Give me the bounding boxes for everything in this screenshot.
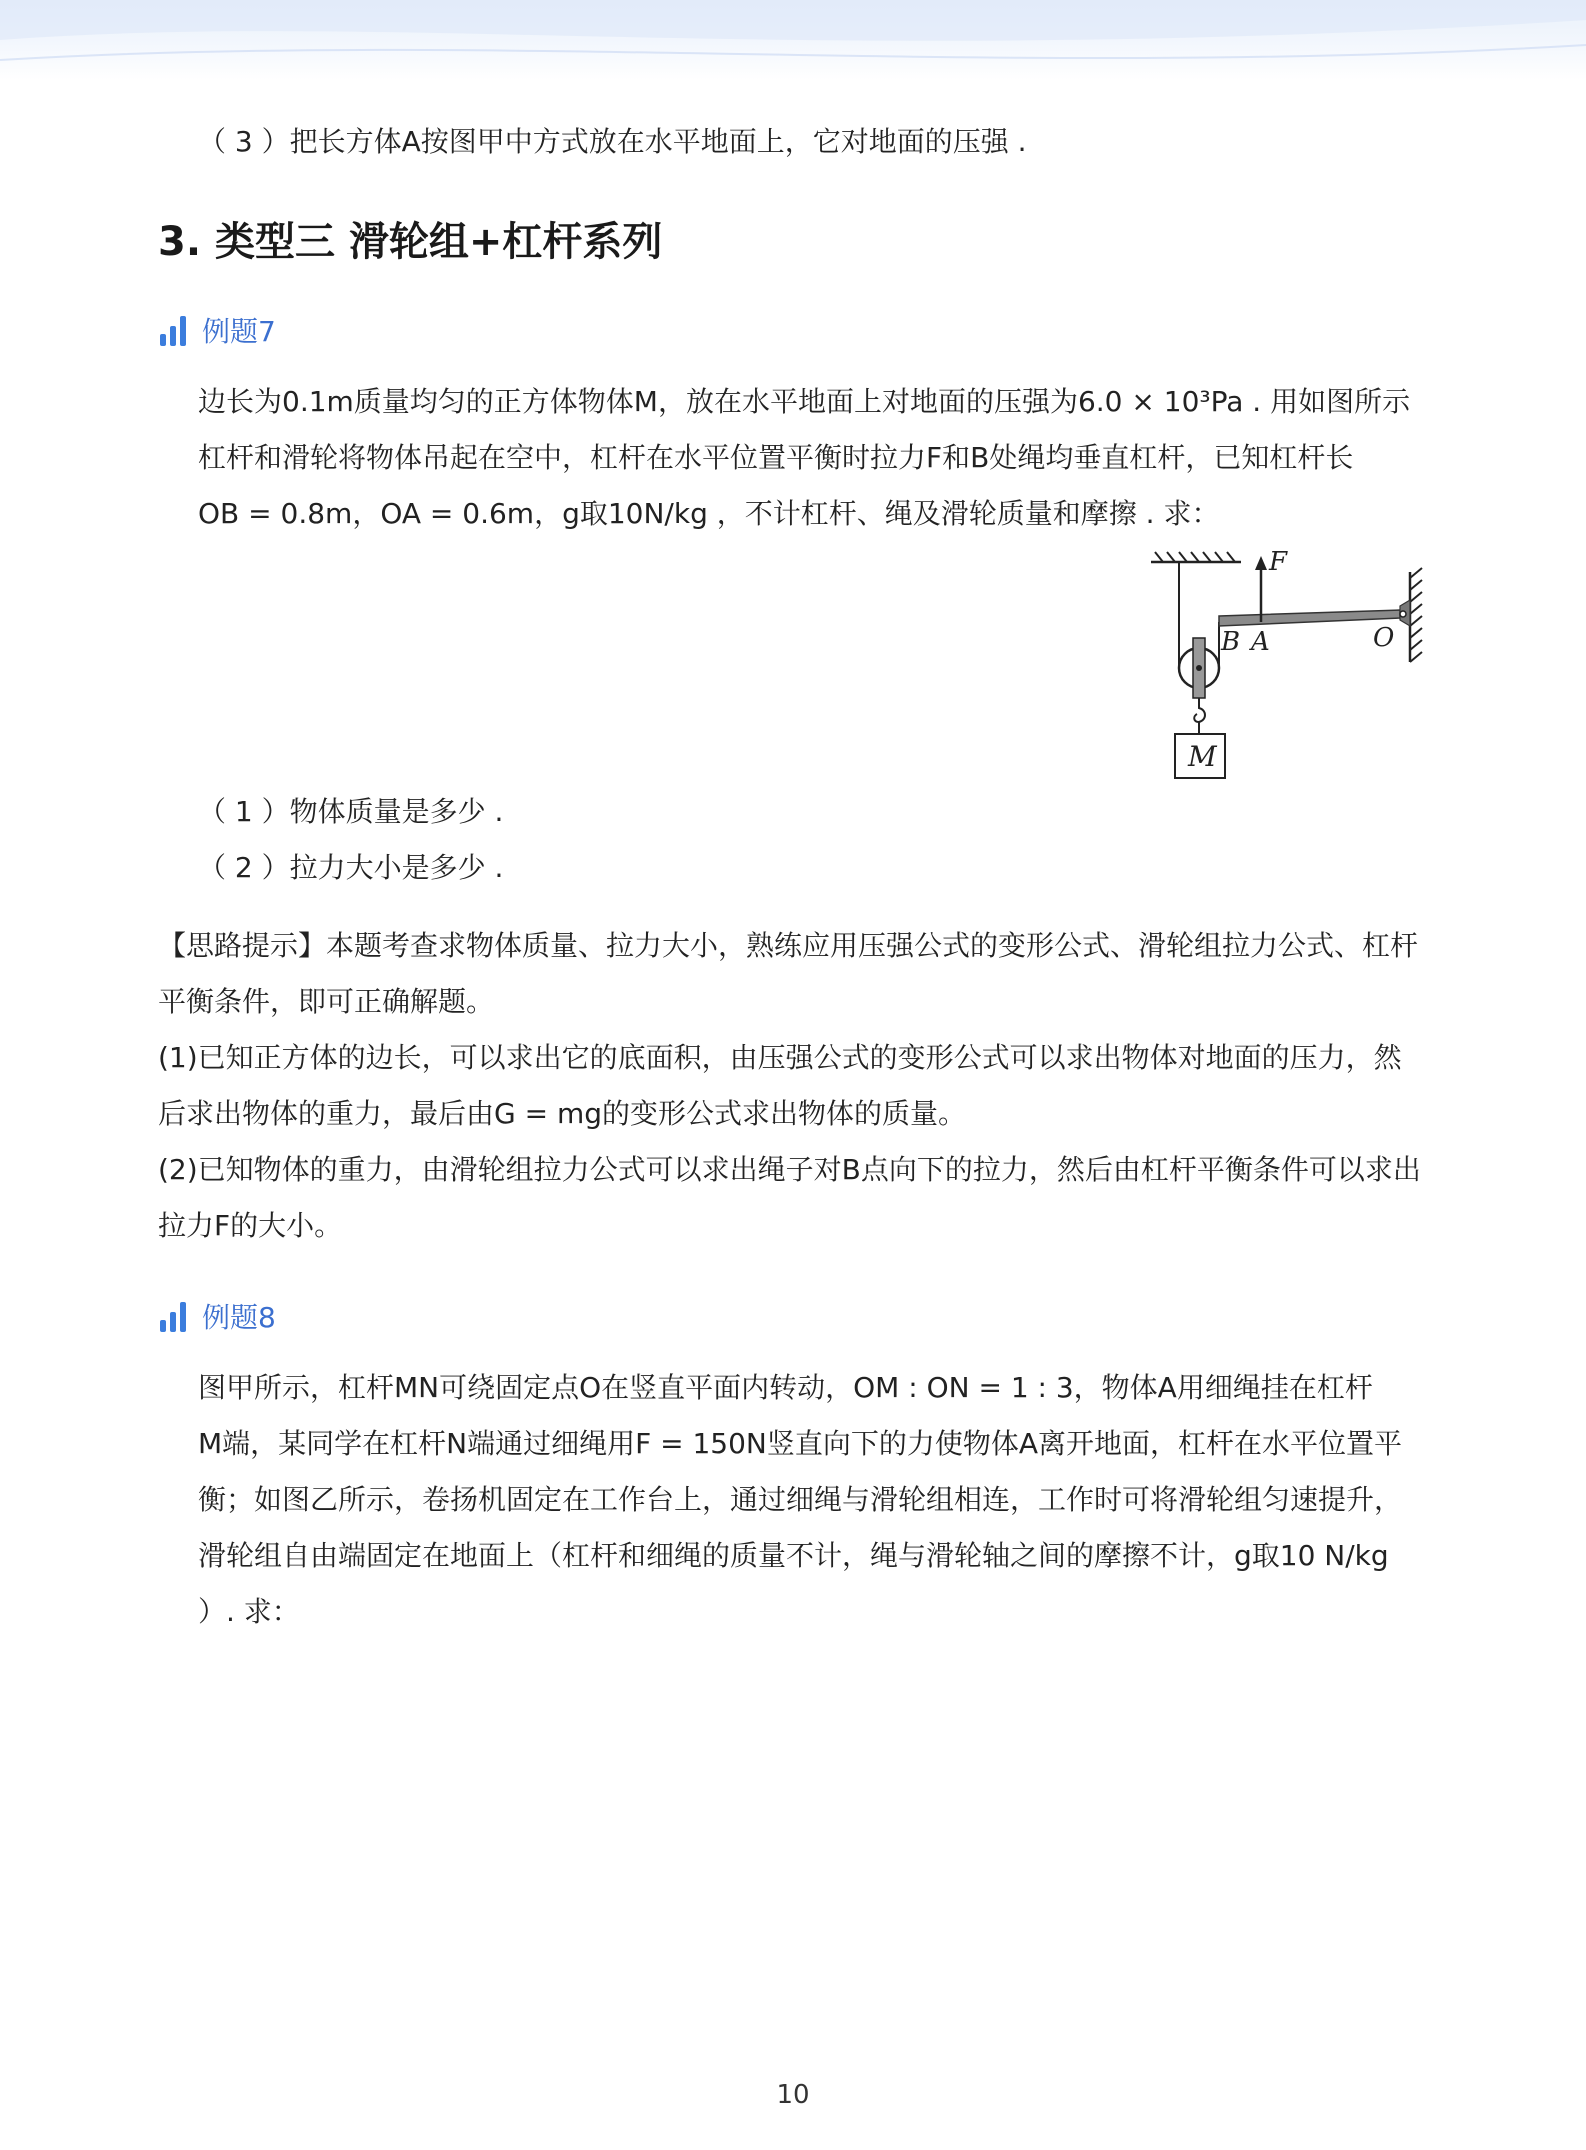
example8-line3: 衡；如图乙所示，卷扬机固定在工作台上，通过细绳与滑轮组相连，工作时可将滑轮组匀速提升， (198, 1483, 1403, 1516)
hint-line6: 拉力F的大小。 (158, 1209, 343, 1242)
label-A: A (1251, 627, 1270, 657)
example7-header (160, 310, 276, 350)
lever-pulley-figure (1145, 538, 1435, 792)
example8-header (160, 1296, 276, 1336)
hint-line2: 平衡条件，即可正确解题。 (158, 985, 495, 1018)
header-band (0, 0, 1586, 80)
example7-line2: 杠杆和滑轮将物体吊起在空中，杠杆在水平位置平衡时拉力F和B处绳均垂直杠杆，已知杠杆长 (198, 441, 1354, 474)
hint-line4: 后求出物体的重力，最后由G = mg的变形公式求出物体的质量。 (158, 1097, 967, 1130)
bar-chart-icon (160, 1300, 186, 1332)
hint-line1: 【思路提示】本题考查求物体质量、拉力大小，熟练应用压强公式的变形公式、滑轮组拉力公式、杠杆 (158, 929, 1419, 962)
label-M: M (1188, 740, 1217, 773)
example7-question-1: （ 1 ）物体质量是多少 . (198, 795, 504, 828)
example7-question-2: （ 2 ）拉力大小是多少 . (198, 851, 504, 884)
hint-line5: (2)已知物体的重力，由滑轮组拉力公式可以求出绳子对B点向下的拉力，然后由杠杆平衡条件可以求出 (158, 1153, 1421, 1186)
bar-chart-icon (160, 314, 186, 346)
header-wave-decoration (0, 0, 1586, 80)
question-3-line: （ 3 ）把长方体A按图甲中方式放在水平地面上，它对地面的压强 . (198, 125, 1027, 158)
example7-line1: 边长为0.1m质量均匀的正方体物体M，放在水平地面上对地面的压强为6.0 × 10³Pa . 用如图所示 (198, 385, 1411, 418)
label-F: F (1269, 547, 1288, 577)
example8-label: 例题8 (202, 1301, 276, 1334)
hint-line3: (1)已知正方体的边长，可以求出它的底面积，由压强公式的变形公式可以求出物体对地面的压力，然 (158, 1041, 1402, 1074)
label-O: O (1373, 623, 1395, 653)
example8-line1: 图甲所示，杠杆MN可绕固定点O在竖直平面内转动，OM : ON = 1 : 3，物体A用细绳挂在杠杆 (198, 1371, 1373, 1404)
example7-label: 例题7 (202, 315, 276, 348)
example8-line2: M端，某同学在杠杆N端通过细绳用F = 150N竖直向下的力使物体A离开地面，杠杆在水平位置平 (198, 1427, 1403, 1460)
example7-line3: OB = 0.8m，OA = 0.6m，g取10N/kg ，不计杠杆、绳及滑轮质量和摩擦 . 求： (198, 497, 1220, 530)
example8-line4: 滑轮组自由端固定在地面上（杠杆和细绳的质量不计，绳与滑轮轴之间的摩擦不计，g取10 N/kg (198, 1539, 1389, 1572)
label-B: B (1221, 627, 1241, 657)
lever-pulley-diagram (1145, 538, 1435, 788)
example8-line5: ）. 求： (198, 1595, 300, 1628)
page-number: 10 (776, 2080, 810, 2110)
section-title: 3. 类型三 滑轮组+杠杆系列 (158, 219, 663, 265)
